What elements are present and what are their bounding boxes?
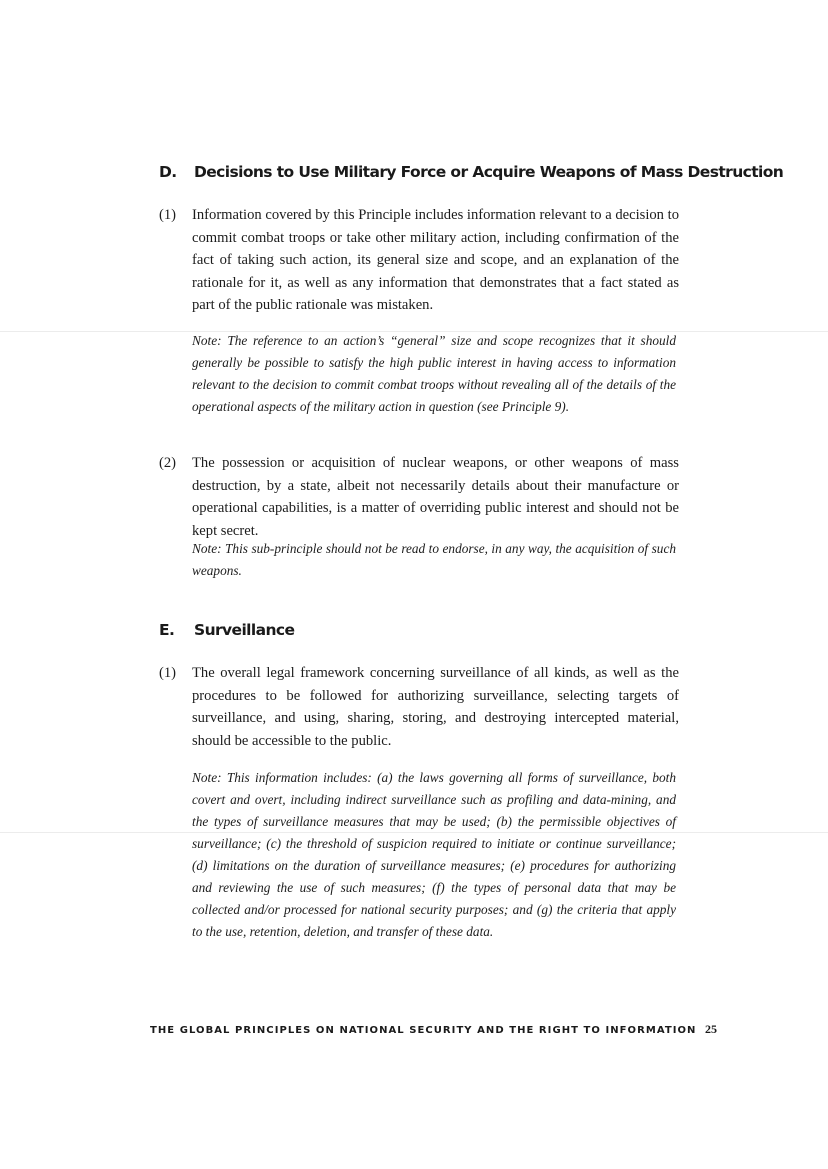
paragraph-number: (1) — [159, 665, 177, 681]
note: Note: This information includes: (a) the laws governing all forms of surveillance, both covert and overt, including indirect surveillance such as profiling and data-mining, and the types of surveillance measures that may be used; (b) the permissible objectives of surveillance; (c) the threshold of suspicion required to initiate or continue surveillance; (d) limitations on the duration of surveillance measures; (e) procedures for authorizing and reviewing the use of such measures; (f) the types of personal data that may be collected and/or processed for national security purposes; and (g) the criteria that apply to the use, retention, deletion, and transfer of these data. — [192, 770, 676, 939]
paragraph — [159, 662, 679, 752]
section-title: Decisions to Use Military Force or Acquire Weapons of Mass Destruction — [194, 163, 784, 181]
paragraph-text: The overall legal framework concerning surveillance of all kinds, as well as the procedures to be followed for authorizing surveillance, selecting targets of surveillance, and using, sharing, storing, and destroying intercepted material, should be accessible to the public. — [192, 665, 679, 749]
note: Note: This sub-principle should not be read to endorse, in any way, the acquisition of such weapons. — [192, 541, 676, 578]
page-number: 25 — [705, 1022, 718, 1036]
running-footer — [150, 1022, 718, 1037]
paragraph-text: Information covered by this Principle includes information relevant to a decision to commit combat troops or take other military action, including confirmation of the fact of taking such action, its general size and scope, and an explanation of the rationale for it, as well as any information that demonstrates that a fact stated as part of the public rationale was mistaken. — [192, 207, 679, 313]
running-title: THE GLOBAL PRINCIPLES ON NATIONAL SECURITY AND THE RIGHT TO INFORMATION — [150, 1025, 697, 1036]
paragraph-text: The possession or acquisition of nuclear weapons, or other weapons of mass destruction, by a state, albeit not necessarily details about their manufacture or operational capabilities, is a matter of overriding public interest and should not be kept secret. — [192, 455, 679, 539]
paragraph-number: (1) — [159, 207, 177, 223]
note: Note: The reference to an action’s “general” size and scope recognizes that it should generally be possible to satisfy the high public interest in having access to information relevant to the decision to commit combat troops without revealing all of the details of the operational aspects of the military action in question (see Principle 9). — [192, 333, 676, 414]
paragraph — [159, 204, 679, 317]
section-letter: E. — [159, 621, 175, 639]
section-letter: D. — [159, 163, 177, 181]
paragraph-number: (2) — [159, 455, 177, 471]
paragraph — [159, 452, 679, 542]
section-title: Surveillance — [194, 621, 295, 639]
